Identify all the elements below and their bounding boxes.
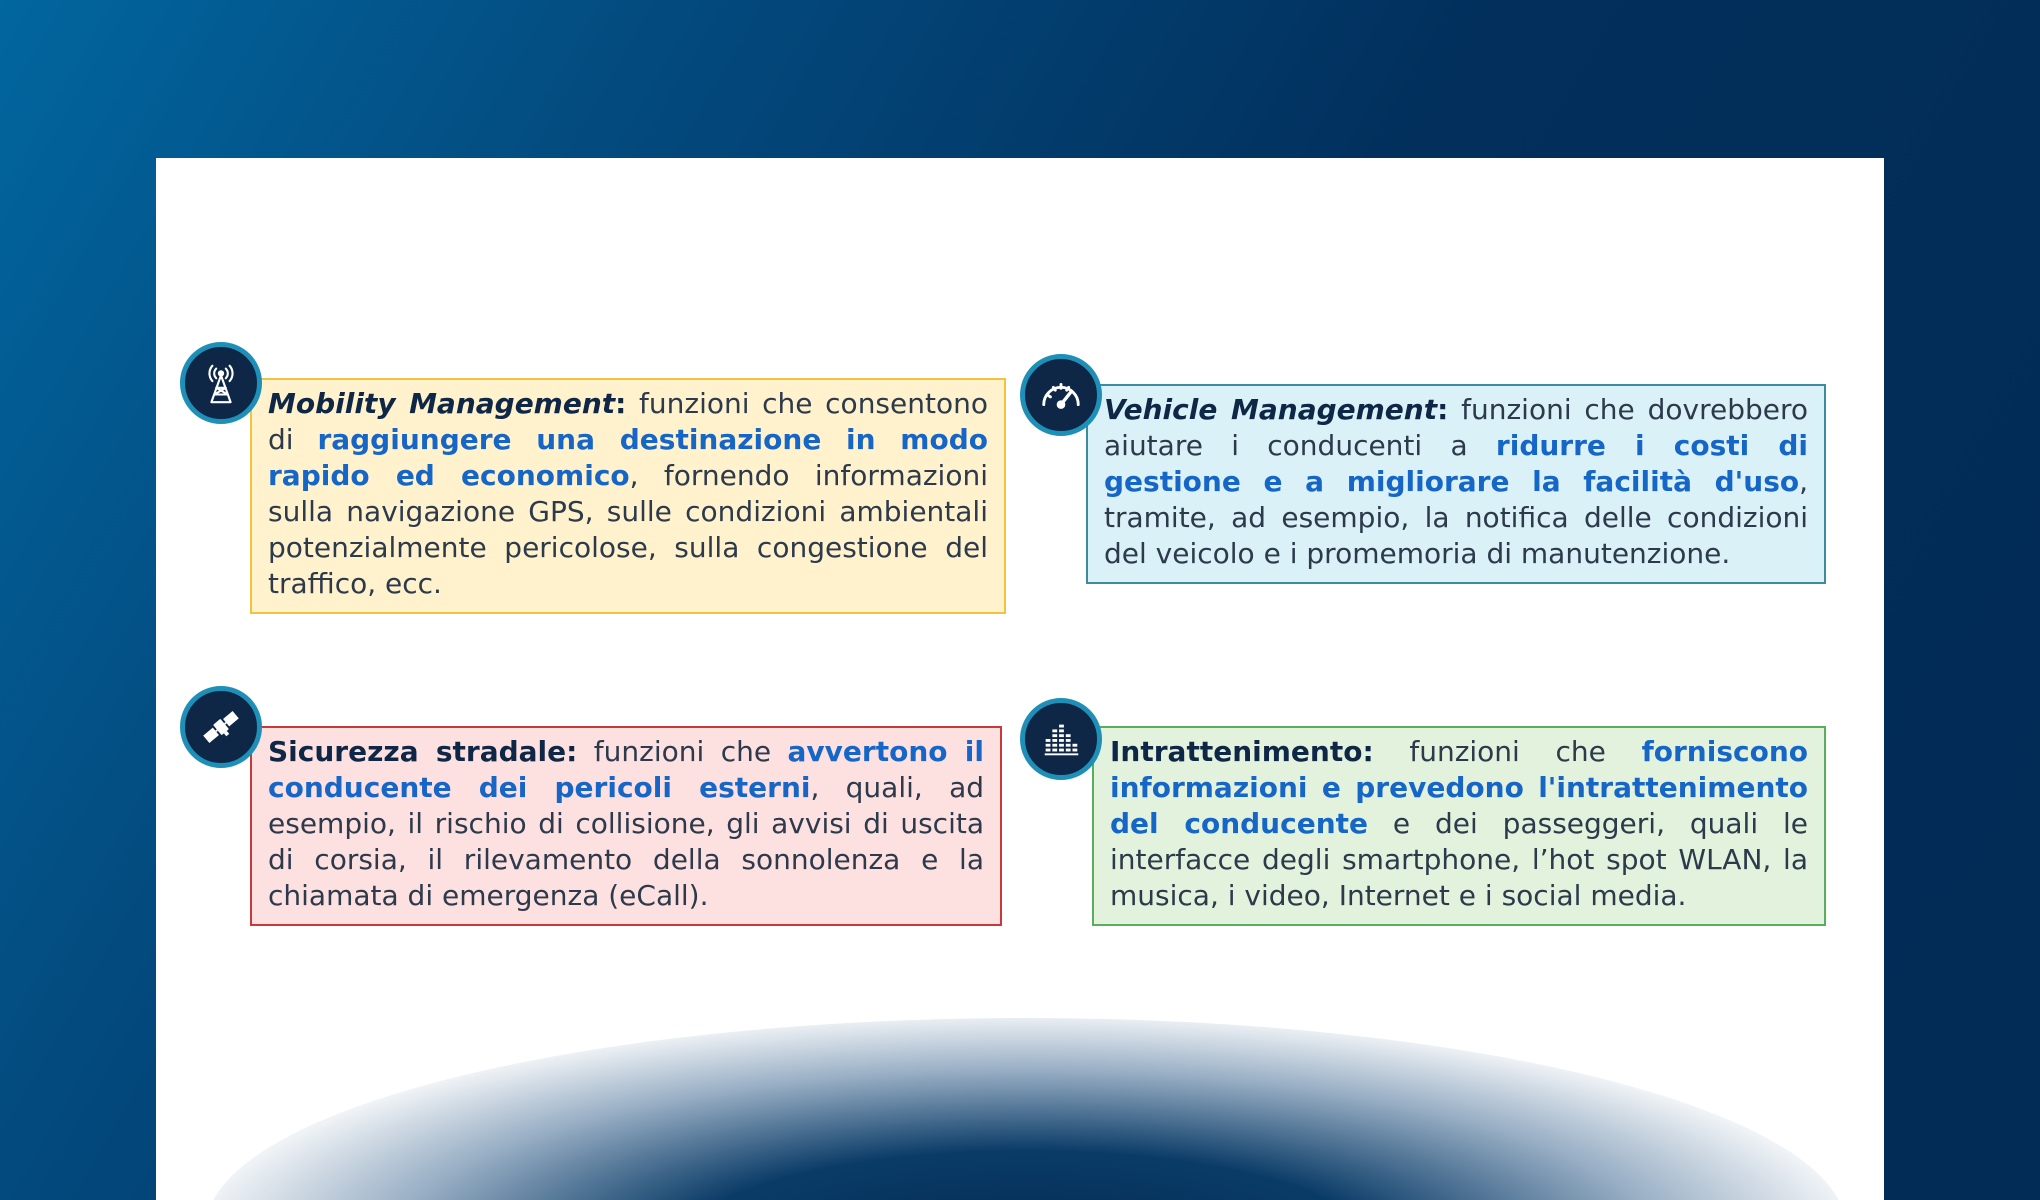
antenna-tower-icon: [180, 342, 262, 424]
card-text-intro: funzioni che dovrebbero aiutare i conducenti a: [1104, 393, 1808, 462]
card-text-rest: , quali, ad esempio, il rischio di collisione, gli avvisi di uscita di corsia, il rilevamento della sonnolenza e la chiamata di emergenza (eCall).: [268, 771, 984, 912]
entertainment-card: [1092, 726, 1826, 926]
slide: [156, 158, 1884, 1200]
card-title: Mobility Management:: [268, 387, 627, 420]
road-safety-card: [250, 726, 1002, 926]
card-text-intro: funzioni che: [577, 735, 788, 768]
card-text-rest: e dei passeggeri, quali le interfacce degli smartphone, l’hot spot WLAN, la musica, i video, Internet e i social media.: [1110, 807, 1808, 912]
card-highlight: ridurre i costi di gestione e a migliorare la facilità d'uso: [1104, 429, 1808, 498]
mobility-management-card: [250, 378, 1006, 614]
equalizer-icon: [1020, 698, 1102, 780]
speedometer-icon: [1020, 354, 1102, 436]
card-text-intro: funzioni che: [1373, 735, 1642, 768]
card-title: Intrattenimento:: [1110, 735, 1374, 768]
card-text-intro: funzioni che consentono di: [268, 387, 988, 456]
card-text-rest: , tramite, ad esempio, la notifica delle condizioni del veicolo e i promemoria di manutenzione.: [1104, 465, 1808, 570]
card-highlight: forniscono informazioni e prevedono l'intrattenimento del conducente: [1110, 735, 1808, 840]
card-title: Vehicle Management:: [1104, 393, 1449, 426]
satellite-icon: [180, 686, 262, 768]
card-highlight: avvertono il conducente dei pericoli esterni: [268, 735, 985, 804]
card-highlight: raggiungere una destinazione in modo rapido ed economico: [268, 423, 988, 492]
card-text-rest: , fornendo informazioni sulla navigazione GPS, sulle condizioni ambientali potenzialmente pericolose, sulla congestione del traffico, ecc.: [268, 459, 988, 600]
bottom-glow-decoration: [206, 1018, 1846, 1200]
vehicle-management-card: [1086, 384, 1826, 584]
card-title: Sicurezza stradale:: [268, 735, 578, 768]
